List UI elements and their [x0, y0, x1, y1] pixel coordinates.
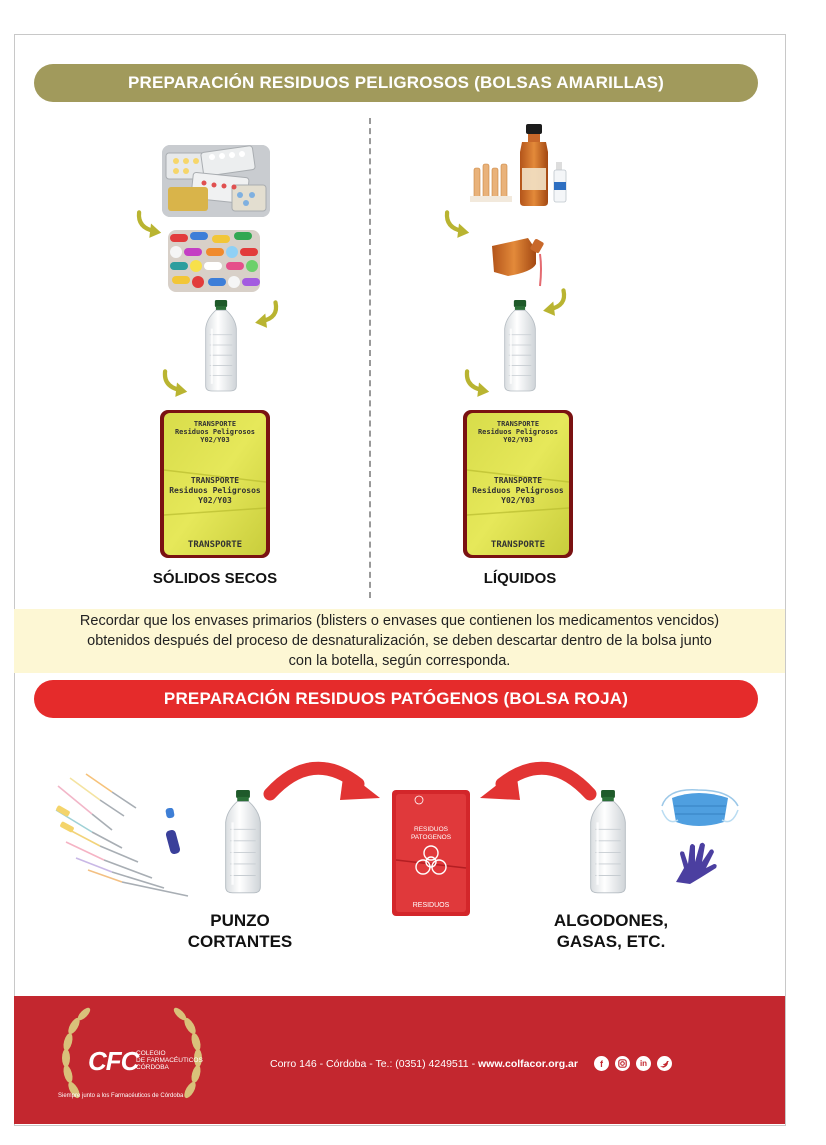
red-biohazard-bag [392, 790, 470, 916]
logo-abbr: CFC [88, 1046, 139, 1076]
linkedin-icon[interactable]: in [636, 1056, 651, 1071]
bag-text: PATOGENOS [410, 834, 452, 841]
sharps-label-line: CORTANTES [187, 932, 293, 951]
plastic-bottle-icon [582, 790, 634, 894]
note-line: obtenidos después del proceso de desnaturalización, se deben descartar dentro de la bolsa junto [87, 633, 712, 649]
logo-line: COLEGIO [136, 1050, 166, 1057]
bag-text: TRANSPORTE [490, 540, 546, 550]
column-divider [369, 118, 371, 598]
bag-text: RESIDUOS [412, 902, 450, 909]
bag-text: Y02/Y03 [501, 496, 535, 505]
twitter-icon[interactable] [657, 1056, 672, 1071]
curved-arrow-icon [462, 365, 496, 405]
pouring-bottle-photo [488, 228, 548, 290]
cotton-label-line: GASAS, ETC. [556, 932, 666, 951]
footer-contact [270, 1058, 578, 1070]
facebook-icon[interactable]: f [594, 1056, 609, 1071]
section-title-pathogenic: PREPARACIÓN RESIDUOS PATÓGENOS (BOLSA ROJA) [34, 680, 758, 718]
bag-text: TRANSPORTE [193, 420, 237, 428]
curved-arrow-icon [250, 296, 284, 336]
section-title-hazardous: PREPARACIÓN RESIDUOS PELIGROSOS (BOLSAS AMARILLAS) [34, 64, 758, 102]
logo-tagline: Siempre junto a los Farmacéuticos de Córdoba [58, 1093, 184, 1099]
page-frame [14, 34, 786, 1126]
yellow-bag-solids [160, 410, 270, 558]
logo-line: DE FARMACÉUTICOS [136, 1057, 203, 1064]
red-arrow-left-icon [262, 752, 382, 804]
bag-text: Y02/Y03 [200, 436, 230, 444]
plastic-bottle-icon [198, 300, 244, 392]
cotton-label-line: ALGODONES, [553, 911, 669, 930]
bag-text: Residuos Peligrosos [169, 486, 261, 495]
yellow-bag-liquids [463, 410, 573, 558]
bag-text: Residuos Peligrosos [174, 428, 256, 436]
logo-name [136, 1050, 203, 1071]
pills-photo [168, 230, 260, 292]
contact-address: Corro 146 - Córdoba - Te.: (0351) 4249511 - [270, 1058, 478, 1070]
note-line: con la botella, según corresponda. [288, 653, 511, 669]
medicine-bottles-photo [470, 122, 580, 210]
red-arrow-right-icon [478, 752, 598, 804]
blister-packs-photo [162, 145, 270, 217]
bag-text: TRANSPORTE [190, 476, 240, 485]
bag-text: RESIDUOS [414, 826, 448, 833]
plastic-bottle-icon [497, 300, 543, 392]
solids-label: SÓLIDOS SECOS [152, 570, 278, 587]
curved-arrow-icon [160, 365, 194, 405]
lancet-icon [156, 808, 190, 858]
curved-arrow-icon [442, 206, 476, 246]
bag-text: TRANSPORTE [187, 540, 243, 550]
sharps-label-line: PUNZO [210, 911, 270, 930]
sharps-label [170, 910, 310, 952]
liquids-label: LÍQUIDOS [483, 570, 557, 587]
face-mask-icon [658, 784, 742, 832]
instagram-icon[interactable] [615, 1056, 630, 1071]
bag-text: Residuos Peligrosos [477, 428, 559, 436]
cotton-gauze-label [536, 910, 686, 952]
glove-icon [670, 842, 720, 886]
curved-arrow-icon [538, 284, 572, 324]
curved-arrow-icon [134, 206, 168, 246]
website-link[interactable]: www.colfacor.org.ar [477, 1058, 578, 1070]
plastic-bottle-icon [217, 790, 269, 894]
bag-text: Y02/Y03 [198, 496, 232, 505]
logo-line: CÓRDOBA [136, 1064, 169, 1071]
bag-text: Residuos Peligrosos [472, 486, 564, 495]
bag-text: Y02/Y03 [503, 436, 533, 444]
note-line: Recordar que los envases primarios (blisters o envases que contienen los medicamentos vencidos) [79, 613, 720, 629]
bag-text: TRANSPORTE [493, 476, 543, 485]
bag-text: TRANSPORTE [496, 420, 540, 428]
reminder-note [14, 609, 785, 673]
